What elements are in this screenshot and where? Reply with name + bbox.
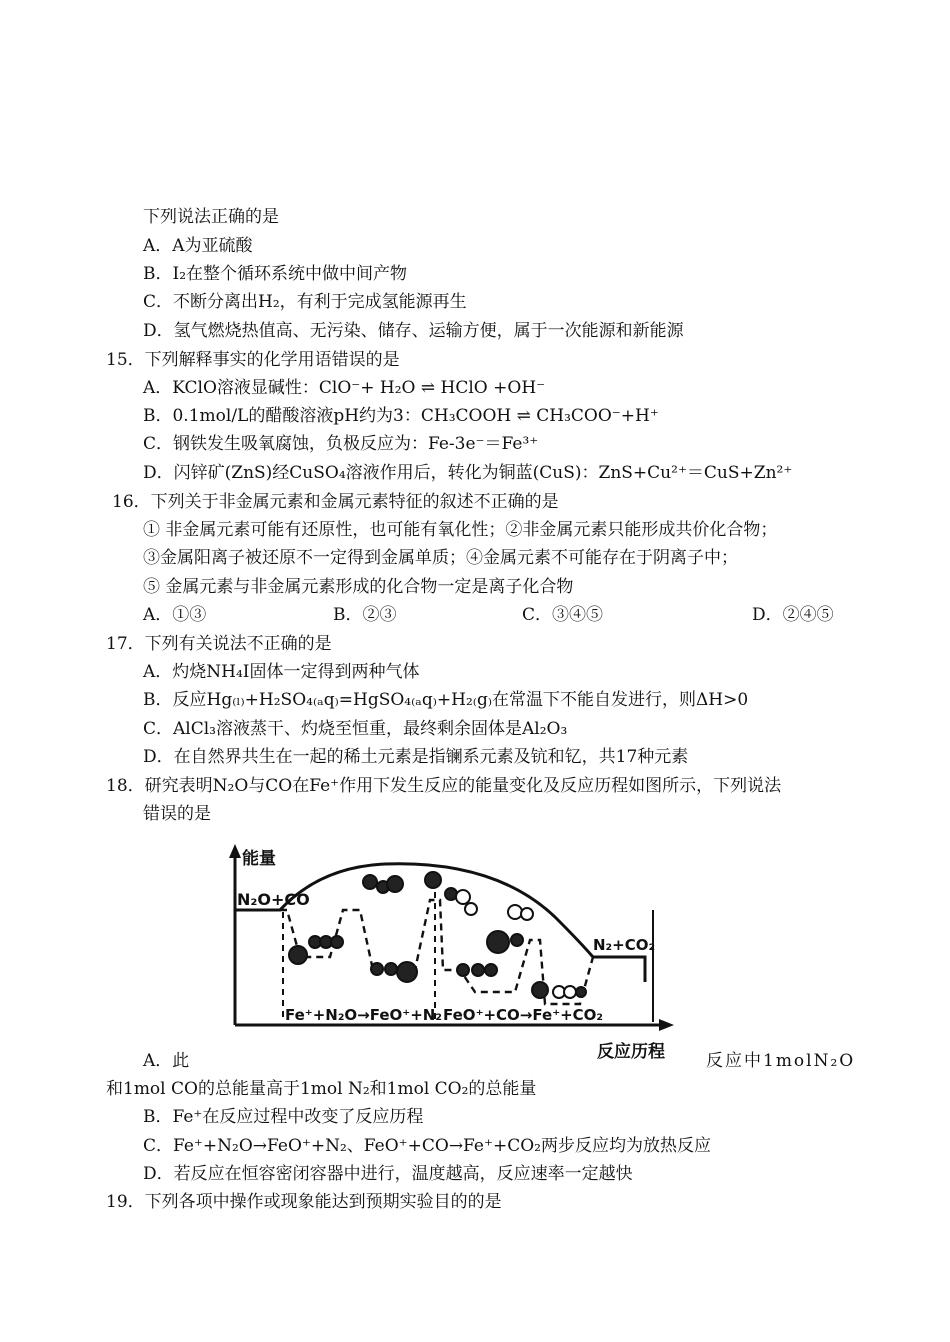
q16-statement-1: ① 非金属元素可能有还原性，也可能有氧化性；②非金属元素只能形成共价化合物；	[143, 520, 778, 540]
q18-option-d: D．若反应在恒容密闭容器中进行，温度越高，反应速率一定越快	[143, 1164, 633, 1184]
q18-option-c: C．Fe⁺+N₂O→FeO⁺+N₂、FeO⁺+CO→Fe⁺+CO₂两步反应均为放热反应	[143, 1136, 711, 1156]
q16-choice-b: B．②③	[333, 605, 397, 625]
q16-statement-3: ⑤ 金属元素与非金属元素形成的化合物一定是离子化合物	[143, 577, 574, 597]
x-axis-label: 反应历程	[597, 1042, 665, 1062]
q17-option-c: C．AlCl₃溶液蒸干、灼烧至恒重，最终剩余固体是Al₂O₃	[143, 719, 568, 739]
q15-option-d: D．闪锌矿(ZnS)经CuSO₄溶液作用后，转化为铜蓝(CuS)：ZnS+Cu²⁺＝CuS+Zn²⁺	[143, 463, 793, 483]
q16-choice-c: C．③④⑤	[522, 605, 604, 625]
end-label: N₂+CO₂	[593, 936, 656, 954]
q18-option-b: B．Fe⁺在反应过程中改变了反应历程	[143, 1107, 424, 1127]
q18-option-a-continued: 和1mol CO的总能量高于1mol N₂和1mol CO₂的总能量	[106, 1079, 537, 1099]
q17-option-d: D．在自然界共生在一起的稀土元素是指镧系元素及钪和钇，共17种元素	[143, 747, 689, 767]
q17-option-b: B．反应Hg₍ₗ₎+H₂SO₄₍ₐq₎=HgSO₄₍ₐq₎+H₂₍g₎在常温下不能自发进行，则ΔH>0	[143, 690, 749, 710]
step1-label: Fe⁺+N₂O→FeO⁺+N₂	[285, 1006, 442, 1024]
q16-stem: 16．下列关于非金属元素和金属元素特征的叙述不正确的是	[112, 492, 559, 512]
q19-stem: 19．下列各项中操作或现象能达到预期实验目的的是	[106, 1192, 502, 1212]
q18-stem-line1: 18．研究表明N₂O与CO在Fe⁺作用下发生反应的能量变化及反应历程如图所示，下列说法	[106, 776, 782, 796]
q17-option-a: A．灼烧NH₄I固体一定得到两种气体	[143, 662, 420, 682]
x-axis-arrow	[659, 1019, 674, 1031]
q18-stem-line2: 错误的是	[143, 804, 211, 824]
q16-choice-a: A．①③	[143, 605, 207, 625]
q15-option-a: A．KClO溶液显碱性：ClO⁻+ H₂O ⇌ HClO +OH⁻	[143, 378, 546, 398]
q15-option-b: B．0.1mol/L的醋酸溶液pH约为3：CH₃COOH ⇌ CH₃COO⁻+H⁺	[143, 406, 659, 426]
q14-stem: 下列说法正确的是	[143, 207, 279, 227]
y-axis-arrow	[229, 844, 241, 858]
q15-option-c: C．钢铁发生吸氧腐蚀，负极反应为：Fe-3e⁻＝Fe³⁺	[143, 434, 539, 454]
q14-option-d: D．氢气燃烧热值高、无污染、储存、运输方便，属于一次能源和新能源	[143, 321, 684, 341]
q17-stem: 17．下列有关说法不正确的是	[106, 634, 332, 654]
molecule-illustrations	[289, 872, 586, 998]
q16-choice-d: D．②④⑤	[752, 605, 834, 625]
energy-diagram	[225, 842, 680, 1062]
q16-statement-2: ③金属阳离子被还原不一定得到金属单质；④金属元素不可能存在于阴离子中；	[143, 548, 738, 568]
q15-stem: 15．下列解释事实的化学用语错误的是	[106, 350, 400, 370]
q14-option-b: B．I₂在整个循环系统中做中间产物	[143, 264, 408, 284]
q18-option-a-left: A．此	[143, 1051, 190, 1071]
start-label: N₂O+CO	[237, 890, 310, 909]
q14-option-c: C．不断分离出H₂，有利于完成氢能源再生	[143, 292, 467, 312]
q18-option-a-right: 反应中1molN₂O	[706, 1051, 856, 1071]
q14-option-a: A．A为亚硫酸	[143, 236, 253, 256]
y-axis-label: 能量	[242, 849, 276, 869]
step2-label: FeO⁺+CO→Fe⁺+CO₂	[443, 1006, 604, 1024]
